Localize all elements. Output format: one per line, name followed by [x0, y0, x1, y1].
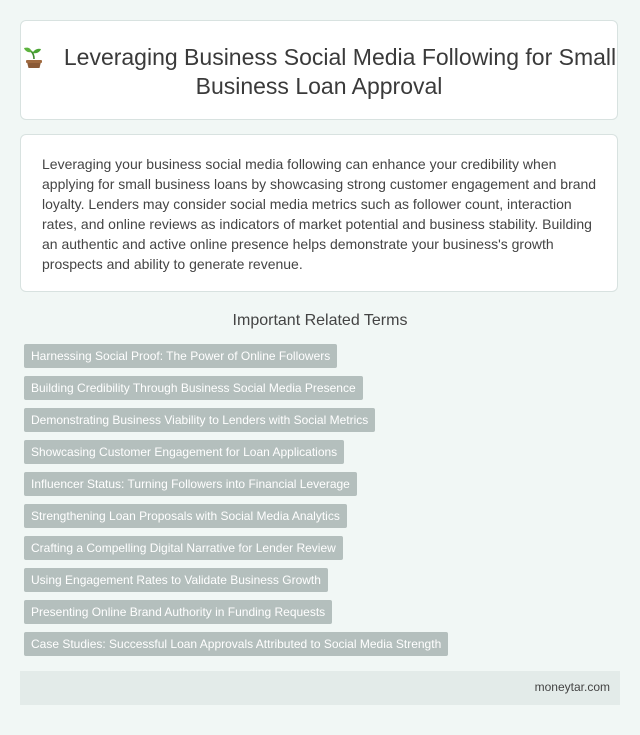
related-term-tag[interactable]: Harnessing Social Proof: The Power of Online Followers: [24, 344, 337, 368]
summary-text: Leveraging your business social media following can enhance your credibility when applying for small business loans by showcasing strong customer engagement and brand loyalty. Lenders may consider social media metrics such as follower count, interaction rates, and online reviews as indicators of market potential and business stability. Building an authentic and active online presence helps demonstrate your business's growth prospects and ability to generate revenue.: [42, 156, 597, 272]
page-title-text: Leveraging Business Social Media Following for Small Business Loan Approval: [63, 44, 617, 99]
footer-bar: [20, 671, 620, 705]
footer-site-link[interactable]: moneytar.com: [534, 680, 610, 694]
title-card: [20, 20, 618, 120]
summary-card: [20, 134, 618, 292]
related-term-tag[interactable]: Showcasing Customer Engagement for Loan Applications: [24, 440, 344, 464]
related-terms-list: [24, 344, 624, 664]
related-term-tag[interactable]: Influencer Status: Turning Followers into Financial Leverage: [24, 472, 357, 496]
page-title: [21, 43, 617, 101]
related-term-tag[interactable]: Using Engagement Rates to Validate Business Growth: [24, 568, 328, 592]
related-terms-heading: Important Related Terms: [232, 312, 408, 329]
related-term-tag[interactable]: Crafting a Compelling Digital Narrative for Lender Review: [24, 536, 343, 560]
related-term-tag[interactable]: Demonstrating Business Viability to Lenders with Social Metrics: [24, 408, 375, 432]
related-term-tag[interactable]: Presenting Online Brand Authority in Funding Requests: [24, 600, 332, 624]
related-term-tag[interactable]: Strengthening Loan Proposals with Social Media Analytics: [24, 504, 347, 528]
sprout-icon: [22, 45, 46, 69]
related-term-tag[interactable]: Building Credibility Through Business Social Media Presence: [24, 376, 363, 400]
related-term-tag[interactable]: Case Studies: Successful Loan Approvals Attributed to Social Media Strength: [24, 632, 448, 656]
title-container: [21, 43, 617, 101]
